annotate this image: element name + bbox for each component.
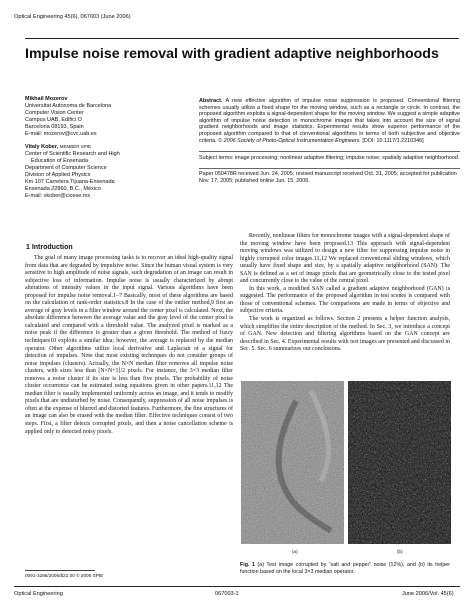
author-1-affiliation-4: Barcelona 08193, Spain [25, 123, 84, 130]
abstract [199, 98, 460, 144]
subject-terms: Subject terms: image processing; nonlinear adaptive filtering; impulse noise; spatially adaptive neighborhood. [199, 155, 460, 161]
figure-1 [241, 381, 451, 554]
author-2-membership: MEMBER SPIE [59, 144, 92, 150]
figure-caption [240, 562, 450, 575]
abstract-rule-1 [199, 151, 460, 152]
paper-history: Paper 050478R received Jun. 24, 2005; revised manuscript received Oct. 31, 2005; accepted for publication Nov. 17, 2005; published online Jun. 15, 2006. [199, 171, 457, 184]
paragraph: Recently, nonlinear filters for monochrome images with a signal-dependent shape of the moving window have been proposed.13 This approach with signal-dependent moving windows was utilized to design a new filter for suppressing impulse noise in highly corrupted color images.11,12 We replaced conventional sliding windows, which usually have fixed shape and size, by a spatially adaptive neighborhood (SAN). The SAN is defined as a set of image pixels that are geometrically close to the tested pixel and concurrently close to the value of the central pixel. [240, 233, 450, 285]
paragraph: In this work, a modified SAN called a gradient adaptive neighborhood (GAN) is suggested. The performance of the proposed algorithm in test scenes is compared with those of conventional schemes. The comparisons are made in terms of objective and subjective criteria. [240, 285, 450, 315]
paragraph: The goal of many image processing tasks is to recover an ideal high-quality signal from data that are degraded by impulsive noise. Since the human visual system is very sensitive to high amplitude of noise signals, such degradation of an image can result in subjective loss of information. Impulse noise is usually characterized by abrupt alterations of intensity values in the input signal. Various algorithms have been proposed for impulse noise removal.1–7 Basically, most of these algorithms are based on the calculation of rank-order statistics.8 In the case of the outlier method,9 first an average of gray levels in a filter window around the center pixel is calculated. Next, the absolute difference between the average value and the gray level of the center pixel is calculated and compared with a threshold value. The analyzed pixel is marked as a noise peak if the difference is greater than a given threshold. The method of fuzzy techniques10 exploits a similar idea; however, the average is replaced by the median operator. Other algorithms utilize local derivative and Laplacian of a signal for detection of impulses. Note that most existing techniques do not consider groups of noise impulses (clusters). Actually, the N×N median filter removes all impulse noise clusters, with sizes less than [N×N+1]/2 pixels. For instance, the 3×3 median filter removes a noise cluster if its size is less than five pixels. The probability of noise cluster occurrence can be estimated using equations given in other papers.11,12 The median filter is usually implemented uniformly across an image, and it tends to modify pixels that are undisturbed by noise. Consequently, suppression of all noise impulses is often at the expense of blurred and distorted features. Furthermore, the fine structures of an image can also be erased with the median filter. Effective techniques consist of two steps. First, a filter detects corrupted pixels, and then a noise cancellation scheme is applied only to detected noisy pixels. [25, 255, 233, 435]
copyright-rule [25, 570, 95, 571]
abstract-text: A new effective algorithm of impulse noise suppression is proposed. Conventional filtering schemes usually utilize a fixed shape for the moving window, such as a rectangle or circle. In contrast, the proposed algorithm exploits a signal-dependent shape for the moving window. We suggest a simple adaptive algorithm of impulse noise detection in monochrome images that takes into account the size of signal gradient neighborhoods and image statistics. Experimental results show superior performance of the proposed algorithm compared to that of conventional algorithms in terms of both subjective and objective criteria. [199, 98, 460, 144]
header-rule [25, 38, 459, 39]
paper-title: Impulse noise removal with gradient adaptive neighborhoods [25, 46, 439, 62]
author-2-affiliation-6: Ensenada 22860, B.C., México [25, 185, 101, 192]
test-image-noisy [241, 381, 344, 544]
footer-issue: June 2006/Vol. 45(6) [402, 591, 454, 597]
author-1-email: E-mail: mozerov@cvc.uab.es [25, 130, 97, 137]
figure-label-b: (b) [397, 549, 403, 554]
author-block [25, 96, 200, 200]
copyright-line: 0091-3286/2006/$22.00 © 2006 SPIE [25, 573, 104, 578]
paragraph: The work is organized as follows. Section 2 presents a helper function analysis, which simplifies the entire description of the method. In Sec. 3, we introduce a concept of GAN. New detection and filtering algorithms based on the GAN concept are described in Sec. 4. Experimental results with test images are presented and discussed in Sec. 5. Sec. 6 summarizes our conclusions. [240, 316, 450, 353]
caption-label: Fig. 1 [240, 562, 255, 568]
right-column [240, 233, 450, 354]
author-2-affiliation-4: Division of Applied Physics [25, 172, 91, 179]
abstract-copyright: © 2006 Society of Photo-Optical Instrumentation Engineers. [218, 137, 361, 144]
author-2-affiliation-1: Center of Scientific Research and High [25, 151, 120, 158]
author-2-affiliation-3: Department of Computer Science [25, 165, 107, 172]
author-1-name: Mikhail Mozerov [25, 96, 68, 102]
author-1-affiliation-2: Computer Vision Center [25, 109, 84, 116]
helper-function-image [348, 381, 451, 544]
author-2-affiliation-2: Education of Ensenada [31, 158, 88, 165]
abstract-doi: [DOI: 10.1117/1.2210346] [362, 137, 424, 144]
abstract-label: Abstract. [199, 98, 223, 104]
section-title: 1 Introduction [26, 244, 73, 251]
figure-label-a: (a) [292, 549, 298, 554]
author-2 [25, 144, 200, 199]
footer-page-number: 067003-1 [215, 591, 239, 597]
author-2-name: Vitaly Kober, [25, 144, 59, 151]
abstract-rule-2 [199, 168, 460, 169]
author-1 [25, 96, 200, 137]
author-2-email: E-mail: vkober@cicese.mx [25, 192, 91, 199]
author-1-affiliation-3: Campus UAB, Edifici O [25, 116, 82, 123]
footer-journal: Optical Engineering [14, 591, 63, 597]
footer-rule [14, 586, 460, 587]
author-1-affiliation-1: Universitat Autonoma de Barcelona [25, 102, 112, 109]
author-2-affiliation-5: Km 107 Carretera Tijuana-Ensenada [25, 178, 115, 185]
figure-images [241, 381, 451, 546]
caption-text: (a) Test image corrupted by “salt and pepper” noise (12%), and (b) its helper function based on the local 3×3 median operator. [240, 562, 450, 575]
running-head: Optical Engineering 45(6), 067003 (June 2006) [14, 14, 131, 20]
left-column [25, 255, 233, 436]
